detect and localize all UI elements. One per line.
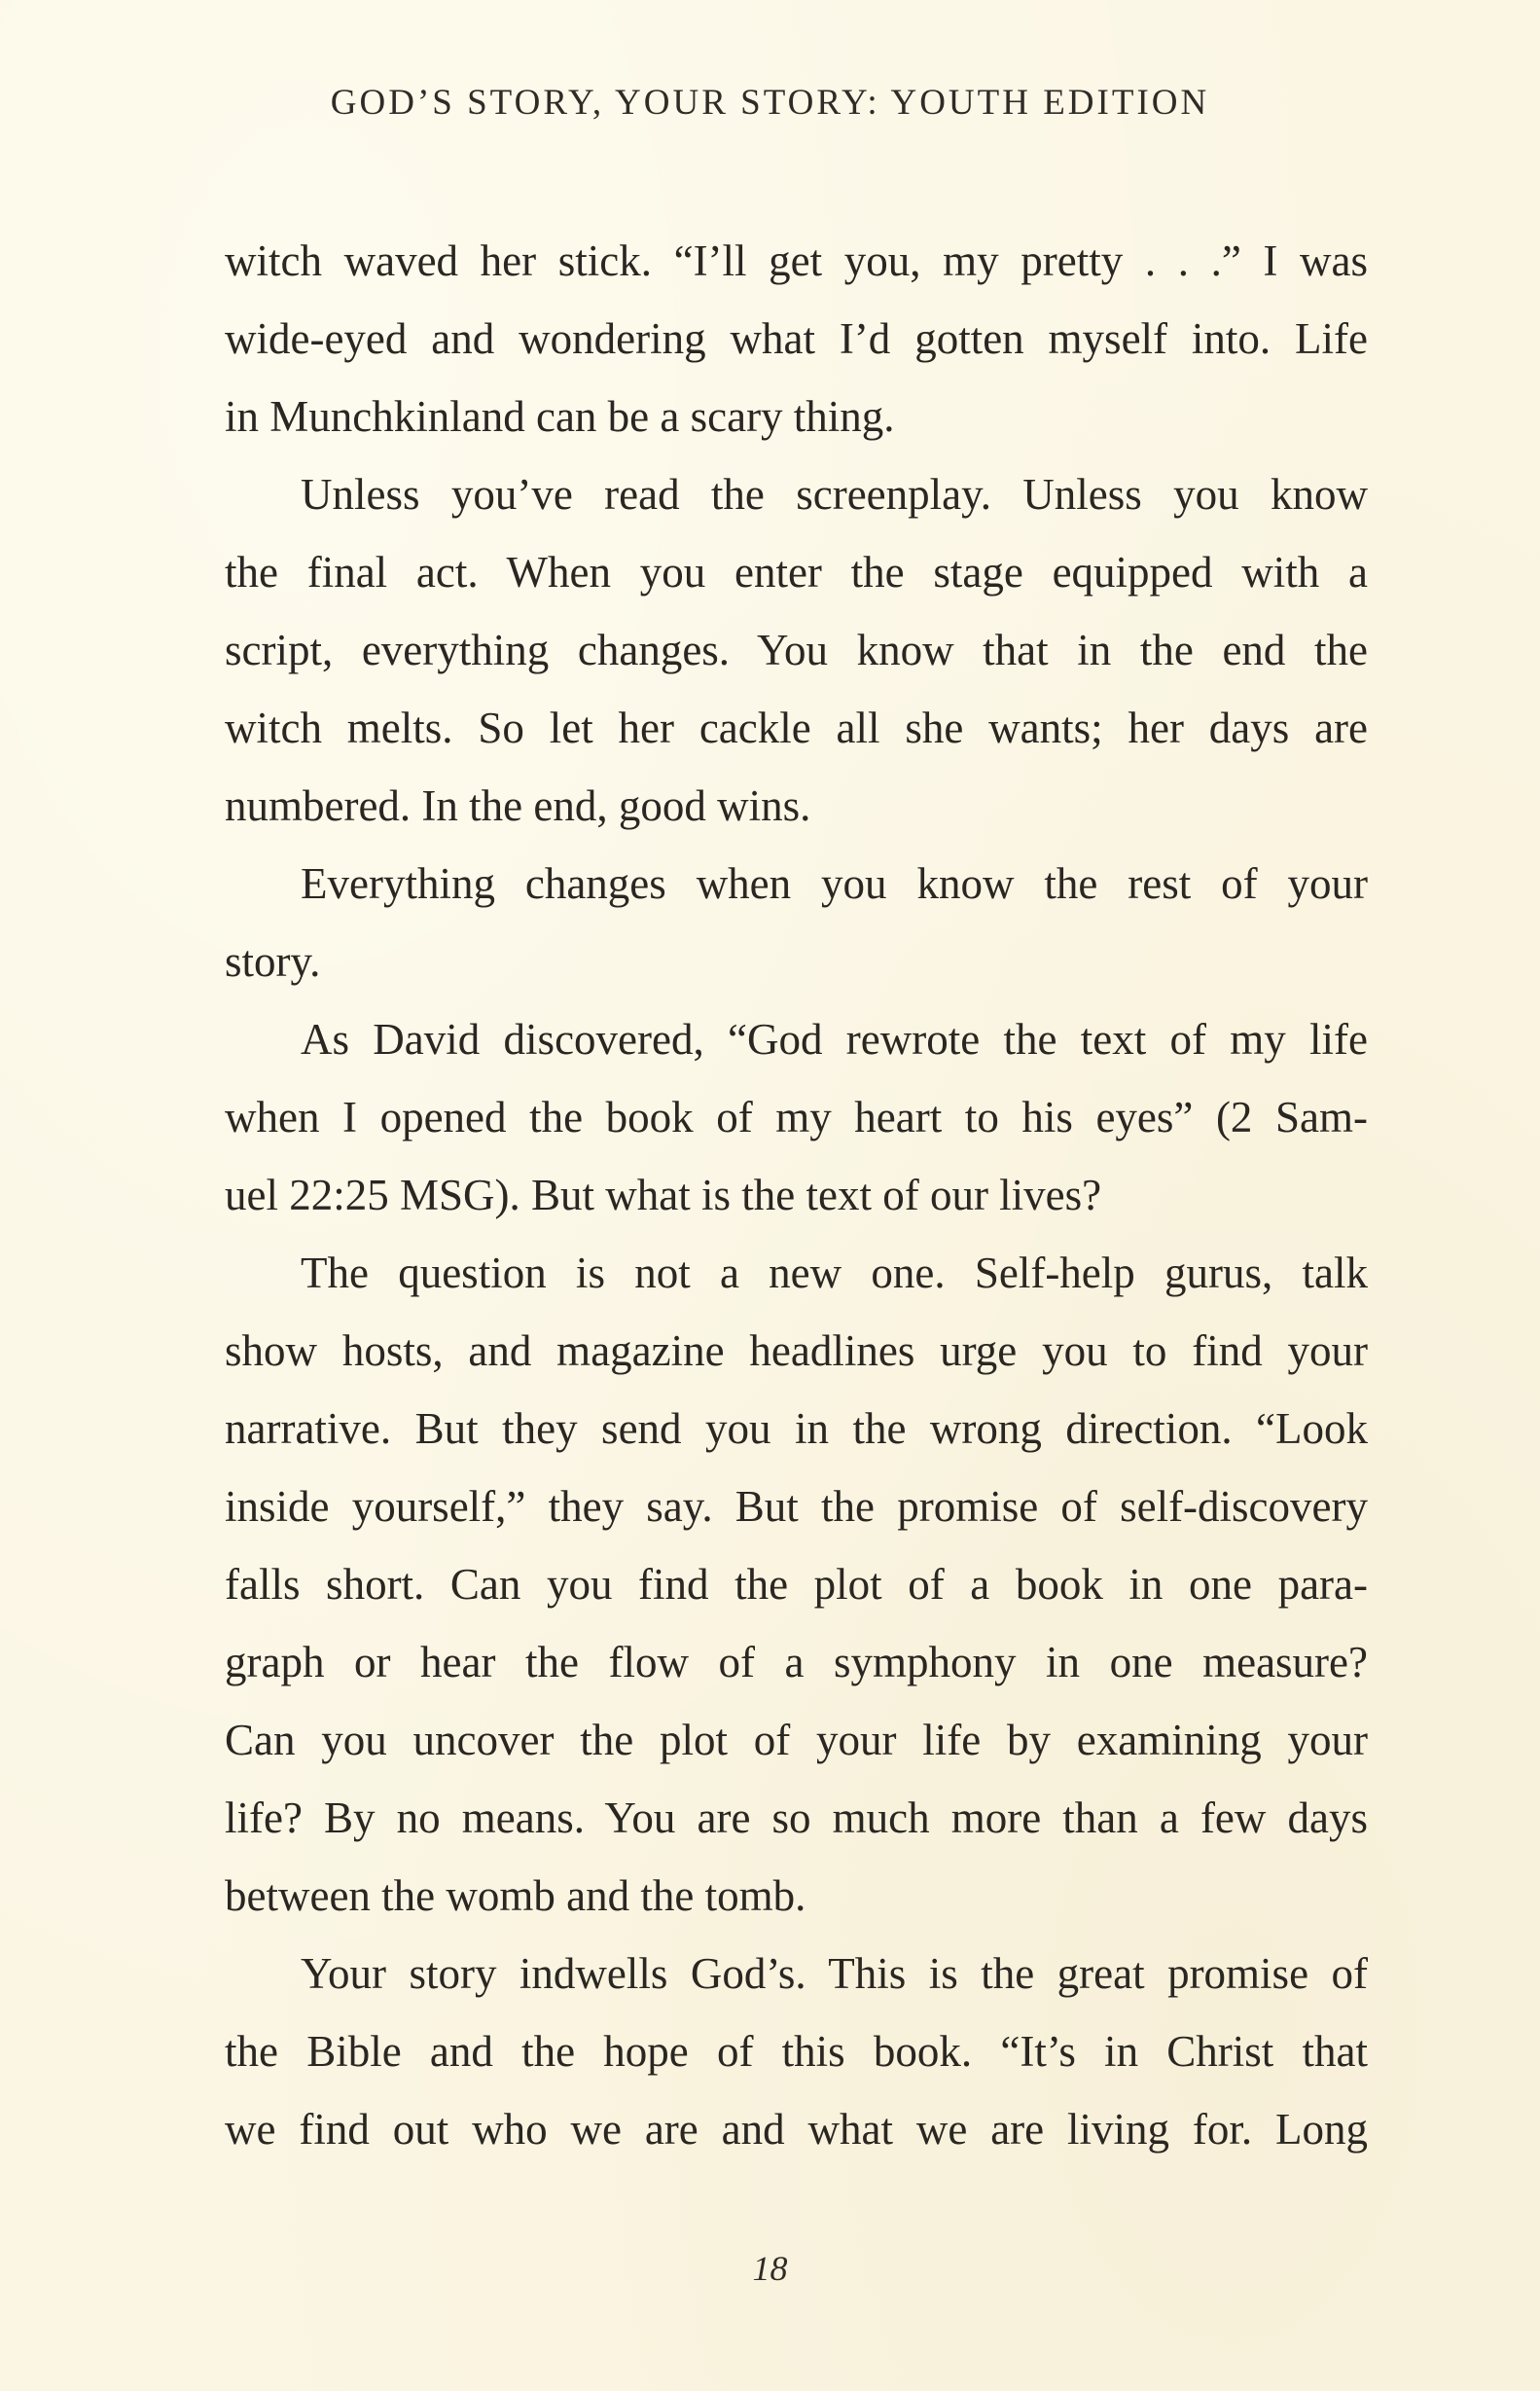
running-head: GOD’S STORY, YOUR STORY: YOUTH EDITION (330, 83, 1210, 123)
text-line: Your story indwells God’s. This is the great promise of (301, 1949, 1368, 1998)
text-line: uel 22:25 MSG). But what is the text of our lives? (225, 1171, 1102, 1219)
text-line: when I opened the book of my heart to his eyes” (2 Sam- (225, 1093, 1368, 1141)
text-line: The question is not a new one. Self-help gurus, talk (301, 1249, 1368, 1297)
text-line: script, everything changes. You know that in the end the (225, 626, 1368, 674)
text-line: witch melts. So let her cackle all she wants; her days are (225, 704, 1368, 752)
text-line: falls short. Can you find the plot of a book in one para- (225, 1560, 1368, 1609)
body-text (225, 222, 1368, 2168)
text-line: in Munchkinland can be a scary thing. (225, 392, 895, 441)
text-line: Everything changes when you know the rest of your (301, 859, 1368, 908)
text-line: As David discovered, “God rewrote the text of my life (301, 1015, 1368, 1064)
text-line: the Bible and the hope of this book. “It’s in Christ that (225, 2027, 1368, 2076)
page-number: 18 (752, 2249, 788, 2288)
text-line: we find out who we are and what we are living for. Long (225, 2105, 1368, 2154)
text-line: wide-eyed and wondering what I’d gotten myself into. Life (225, 314, 1368, 363)
text-line: inside yourself,” they say. But the promise of self-discovery (225, 1482, 1368, 1531)
text-line: the final act. When you enter the stage equipped with a (225, 548, 1368, 597)
text-line: witch waved her stick. “I’ll get you, my pretty . . .” I was (225, 236, 1368, 285)
text-line: Unless you’ve read the screenplay. Unless you know (301, 470, 1368, 519)
text-line: life? By no means. You are so much more than a few days (225, 1793, 1368, 1842)
text-line: numbered. In the end, good wins. (225, 781, 811, 830)
text-line: Can you uncover the plot of your life by examining your (225, 1716, 1368, 1764)
text-line: narrative. But they send you in the wrong direction. “Look (225, 1404, 1368, 1453)
text-line: story. (225, 937, 321, 986)
text-line: show hosts, and magazine headlines urge you to find your (225, 1326, 1368, 1375)
text-line: graph or hear the flow of a symphony in one measure? (225, 1638, 1368, 1686)
text-line: between the womb and the tomb. (225, 1871, 806, 1920)
